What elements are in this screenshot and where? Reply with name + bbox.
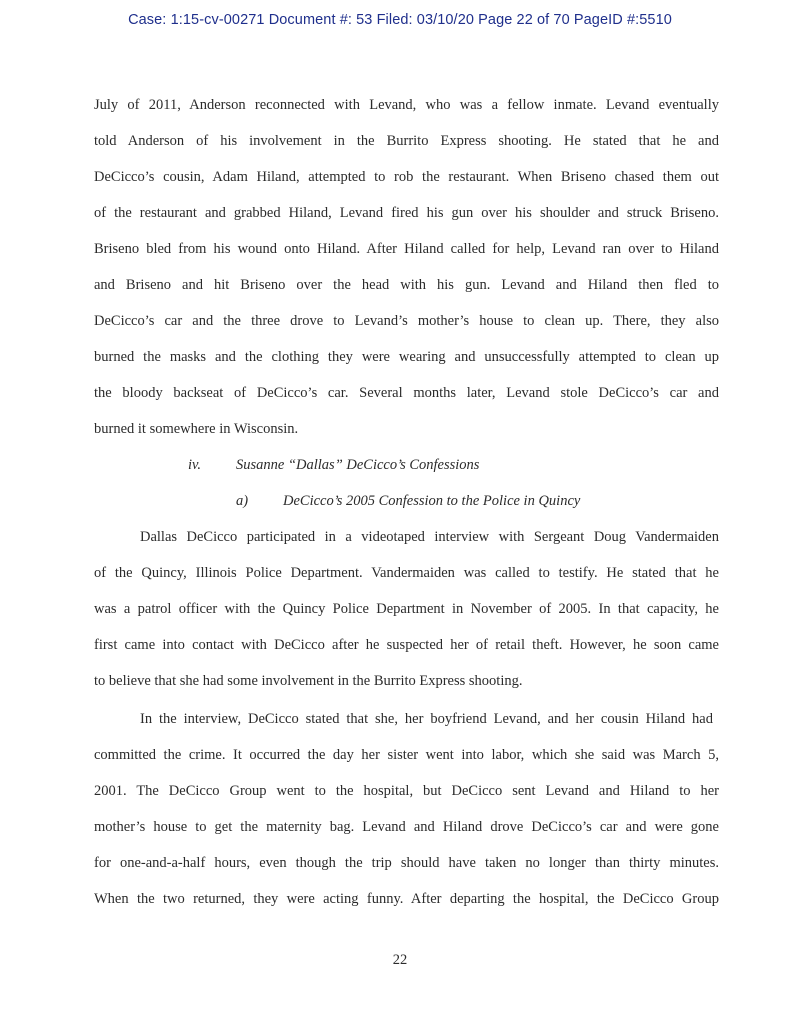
heading-text: DeCicco’s 2005 Confession to the Police in Quincy (283, 493, 581, 509)
heading-number: iv. (188, 457, 202, 473)
text-line: burned it somewhere in Wisconsin. (94, 421, 299, 437)
text-line: DeCicco’s cousin, Adam Hiland, attempted to rob the restaurant. When Briseno chased them out (94, 169, 719, 185)
text-line: July of 2011, Anderson reconnected with Levand, who was a fellow inmate. Levand eventually (94, 97, 719, 113)
text-line: DeCicco’s car and the three drove to Levand’s mother’s house to clean up. There, they also (94, 313, 719, 329)
text-line: When the two returned, they were acting funny. After departing the hospital, the DeCicco Group (94, 891, 719, 907)
text-line: Briseno bled from his wound onto Hiland. After Hiland called for help, Levand ran over to Hiland (94, 241, 719, 257)
text-line: to believe that she had some involvement in the Burrito Express shooting. (94, 673, 523, 689)
case-header: Case: 1:15-cv-00271 Document #: 53 Filed: 03/10/20 Page 22 of 70 PageID #:5510 (128, 12, 672, 28)
heading-text: Susanne “Dallas” DeCicco’s Confessions (236, 457, 480, 473)
text-line: Dallas DeCicco participated in a videotaped interview with Sergeant Doug Vandermaiden (140, 529, 719, 545)
text-line: was a patrol officer with the Quincy Police Department in November of 2005. In that capacity, he (94, 601, 719, 617)
page-number: 22 (392, 952, 408, 968)
text-line: and Briseno and hit Briseno over the head with his gun. Levand and Hiland then fled to (94, 277, 719, 293)
text-line: In the interview, DeCicco stated that she, her boyfriend Levand, and her cousin Hiland had (140, 711, 713, 727)
text-line: mother’s house to get the maternity bag. Levand and Hiland drove DeCicco’s car and were gone (94, 819, 719, 835)
text-line: burned the masks and the clothing they were wearing and unsuccessfully attempted to clean up (94, 349, 719, 365)
text-line: committed the crime. It occurred the day her sister went into labor, which she said was March 5, (94, 747, 719, 763)
text-line: 2001. The DeCicco Group went to the hospital, but DeCicco sent Levand and Hiland to her (94, 783, 719, 799)
text-line: told Anderson of his involvement in the Burrito Express shooting. He stated that he and (94, 133, 719, 149)
text-line: the bloody backseat of DeCicco’s car. Several months later, Levand stole DeCicco’s car and (94, 385, 719, 401)
text-line: of the restaurant and grabbed Hiland, Levand fired his gun over his shoulder and struck Briseno. (94, 205, 719, 221)
text-line: of the Quincy, Illinois Police Department. Vandermaiden was called to testify. He stated that he (94, 565, 719, 581)
text-line: for one-and-a-half hours, even though the trip should have taken no longer than thirty minutes. (94, 855, 719, 871)
heading-number: a) (236, 493, 249, 509)
text-line: first came into contact with DeCicco after he suspected her of retail theft. However, he soon came (94, 637, 719, 653)
